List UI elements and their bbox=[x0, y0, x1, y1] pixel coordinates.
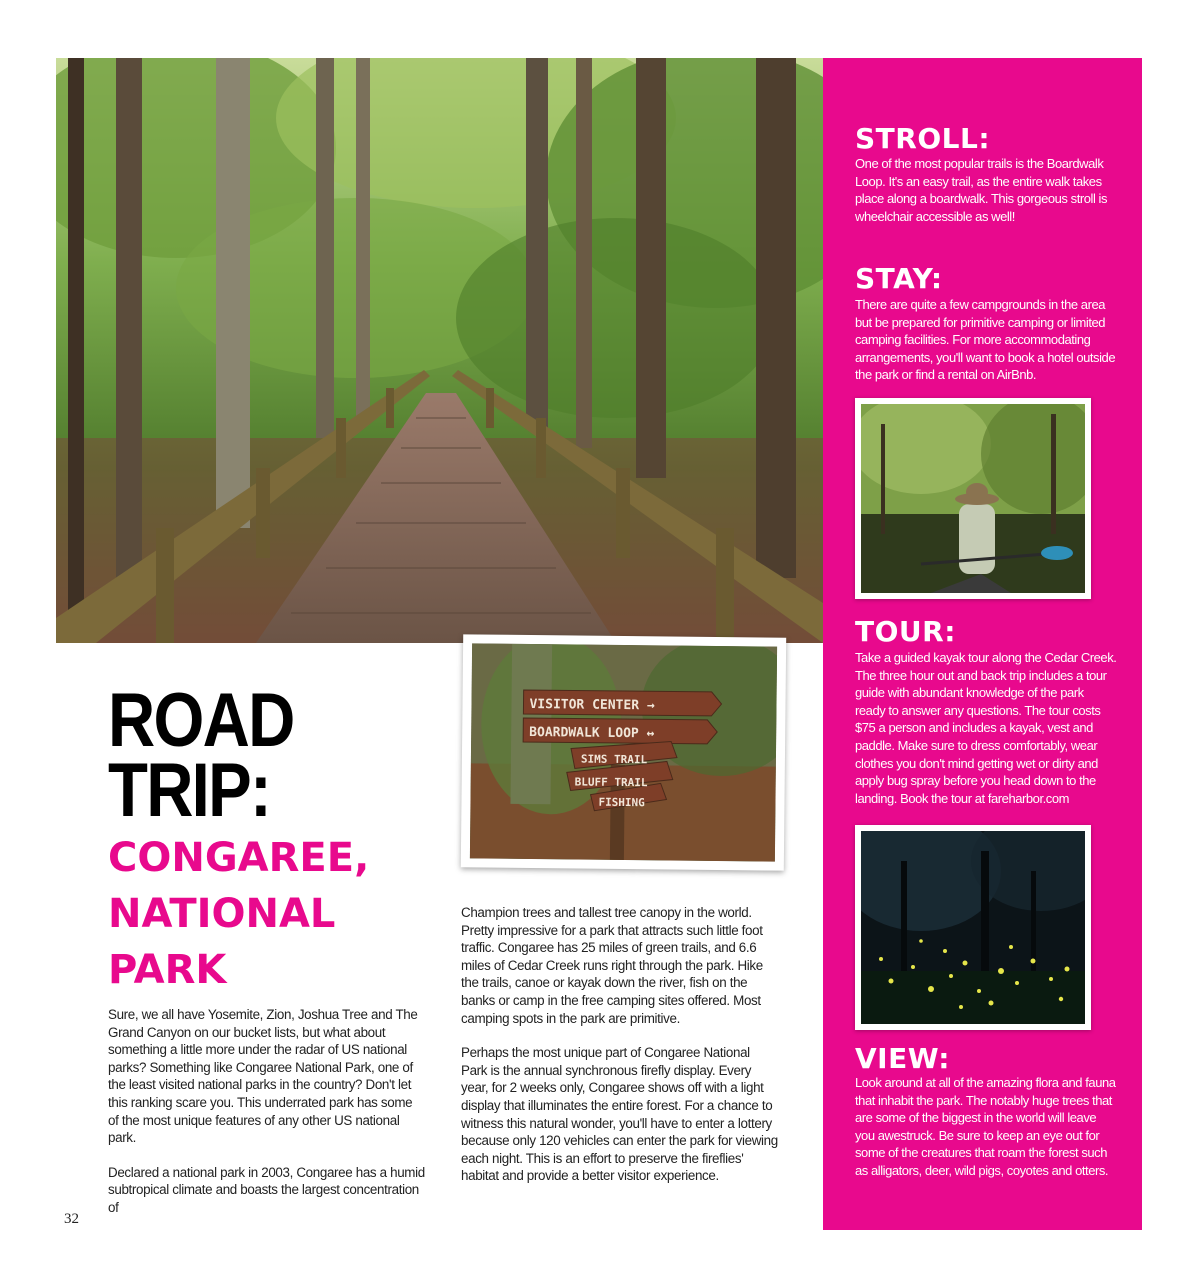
sidebar-tips bbox=[823, 58, 1142, 1230]
sign-label-fishing: FISHING bbox=[598, 795, 645, 810]
body-paragraph: Sure, we all have Yosemite, Zion, Joshua Tree and The Grand Canyon on our bucket lists, but what about something a little more under the radar of US national parks? Something like Congaree National Park, one of the least visited national parks in the country? Don't let this ranking scare you. This underrated park has some of the most unique features of any other US national park. bbox=[108, 1007, 418, 1146]
stay-text: There are quite a few campgrounds in the area but be prepared for primitive camping or limited camping facilities. For more accommodating arrangements, you'll want to book a hotel outside the park or find a rental on AirBnb. bbox=[855, 297, 1116, 383]
subtitle-line-park: PARK bbox=[108, 947, 227, 993]
hero-photo-boardwalk bbox=[56, 58, 823, 643]
body-paragraph: Perhaps the most unique part of Congaree National Park is the annual synchronous firefly display. Every year, for 2 weeks only, Congaree shows off with a light display that illuminates the entire forest. For a chance to witness this natural wonder, you'll have to enter a lottery because only 120 vehicles can enter the park for viewing each night. This is an effort to preserve the fireflies' habitat and provide a better visitor experience. bbox=[461, 1045, 778, 1184]
view-heading: VIEW: bbox=[855, 1042, 950, 1075]
firefly-photo bbox=[855, 825, 1091, 1030]
tour-text: Take a guided kayak tour along the Cedar Creek. The three hour out and back trip includes a tour guide with abundant knowledge of the park ready to answer any questions. The tour costs $75 a person and includes a kayak, vest and paddle. Make sure to dress comfortably, wear clothes you don't mind getting wet or dirty and apply bug spray before you head down to the landing. Book the tour at fareharbor.com bbox=[855, 650, 1117, 806]
stroll-text: One of the most popular trails is the Boardwalk Loop. It's an easy trail, as the entire walk takes place along a boardwalk. This gorgeous stroll is wheelchair accessible as well! bbox=[855, 156, 1108, 224]
sign-label-visitor-center: VISITOR CENTER → bbox=[529, 697, 655, 714]
article-title bbox=[108, 678, 428, 994]
kayak-photo bbox=[855, 398, 1091, 599]
body-column-middle bbox=[461, 904, 779, 1202]
tour-heading: TOUR: bbox=[855, 615, 956, 648]
view-text: Look around at all of the amazing flora and fauna that inhabit the park. The notably huge trees that are some of the biggest in the world will leave you awestruck. Be sure to keep an eye out for some of the creatures that roam the forest such as alligators, deer, wild pigs, coyotes and otters. bbox=[855, 1075, 1116, 1178]
title-line-road: ROAD bbox=[108, 678, 294, 763]
sign-label-boardwalk-loop: BOARDWALK LOOP ↔ bbox=[529, 725, 655, 742]
body-paragraph: Champion trees and tallest tree canopy in the world. Pretty impressive for a park that attracts such little foot traffic. Congaree has 25 miles of green trails, and 6.6 miles of Cedar Creek runs right through the park. Hike the trails, canoe or kayak down the river, fish on the banks or camp in the free camping sites offered. Most camping spots in the park are primitive. bbox=[461, 905, 763, 1026]
trail-sign-photo bbox=[461, 634, 786, 870]
body-paragraph: Declared a national park in 2003, Congaree has a humid subtropical climate and boasts the largest concentration of bbox=[108, 1164, 425, 1215]
stroll-heading: STROLL: bbox=[855, 122, 991, 155]
body-column-left bbox=[108, 1006, 426, 1234]
sign-label-bluff-trail: BLUFF TRAIL bbox=[574, 775, 648, 790]
page-number: 32 bbox=[64, 1211, 79, 1227]
title-line-trip: TRIP: bbox=[108, 748, 271, 833]
stay-heading: STAY: bbox=[855, 262, 943, 295]
subtitle-line-congaree: CONGAREE, bbox=[108, 835, 370, 881]
sign-label-sims-trail: SIMS TRAIL bbox=[580, 752, 648, 767]
subtitle-line-national: NATIONAL bbox=[108, 891, 336, 937]
